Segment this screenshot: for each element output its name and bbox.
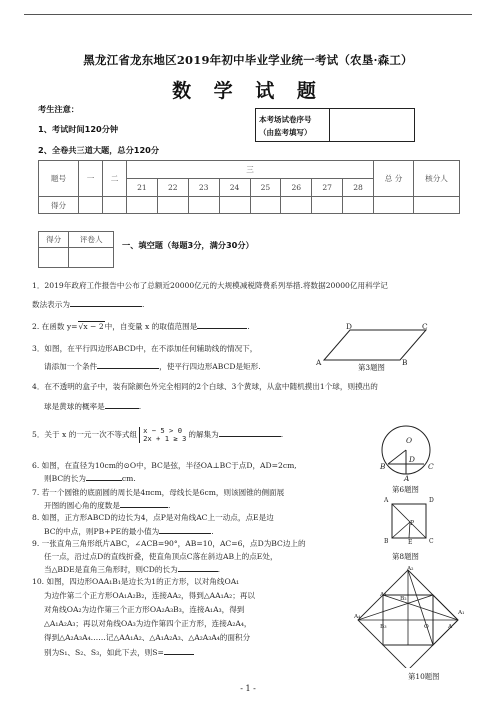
fig10-label-a2: A₂ (407, 566, 414, 572)
question-10-line-6: 别为S₁、S₂、S₃，如此下去，则S= (44, 646, 194, 658)
score-header-cell: 21 (127, 179, 158, 197)
score-cell[interactable] (343, 197, 374, 214)
fig10-label-o: O (424, 624, 429, 630)
fig10-label-b3: B₃ (380, 624, 387, 630)
answer-blank-3[interactable] (97, 360, 159, 369)
score-table (38, 160, 460, 214)
score-header-cell: 二 (103, 161, 127, 197)
notes-item-1: 1、考试时间120分钟 (38, 124, 119, 134)
answer-blank-2[interactable] (197, 320, 247, 329)
question-1-line-2: 数法表示为 . (32, 300, 145, 309)
question-9-line-3: 当△BDE是直角三角形时，则CD的长为 . (44, 565, 221, 574)
score-row-label: 得分 (39, 197, 79, 214)
question-3-line-2: 请添加一个条件 ，使平行四边形ABCD是矩形. (44, 362, 261, 371)
score-header-cell: 24 (219, 179, 250, 197)
question-10-line-5: 得到△A₂A₃A₄……记△AA₁A₂、△A₁A₂A₃、△A₂A₃A₄的面积分 (44, 633, 251, 642)
score-header-cell: 27 (312, 179, 343, 197)
fig10-label-a3: A₃ (380, 592, 387, 598)
fig3-label-d: D (346, 322, 352, 331)
question-1-line-1: 1．2019年政府工作报告中公布了总额近20000亿元的大规模减税降费系列举措.将数据20000亿用科学记 (32, 281, 388, 290)
score-header-cell: 题号 (39, 161, 79, 197)
page-number: - 1 - (240, 684, 256, 693)
score-cell[interactable] (374, 197, 414, 214)
score-header-cell: 一 (79, 161, 103, 197)
score-cell[interactable] (414, 197, 460, 214)
question-5: 5．关于 x 的一元一次不等式组 x − 5 > 0 2x + 1 ≥ 3 的解集为 . (32, 426, 284, 443)
grader-score-cell[interactable] (39, 248, 69, 268)
seat-number-field[interactable] (330, 109, 414, 141)
score-header-cell: 22 (157, 179, 188, 197)
grader-header-score: 得分 (39, 232, 69, 248)
answer-blank-10[interactable] (164, 646, 194, 655)
section-three-header: 三 (127, 161, 374, 179)
fig6-label-d: D (409, 455, 415, 464)
question-10-line-1: 10. 如图，四边形OAA₁B₁是边长为1的正方形，以对角线OA₁ (32, 577, 240, 586)
question-10-line-4: △A₁A₂A₃；再以对角线OA₃为边作第四个正方形，连接A₂A₄， (44, 619, 252, 628)
notes-heading: 考生注意： (38, 104, 79, 114)
score-header-cell: 核分人 (414, 161, 460, 197)
top-rule (24, 14, 472, 15)
question-8-line-1: 8. 如图，正方形ABCD的边长为4，点P是对角线AC上一动点，点E是边 (32, 513, 274, 522)
exam-title: 黑龙江省龙东地区2019年初中毕业学业统一考试（农垦·森工） (83, 53, 413, 67)
score-header-cell: 26 (281, 179, 312, 197)
grader-header-grader: 评卷人 (69, 232, 114, 248)
score-header-cell: 25 (250, 179, 281, 197)
answer-blank-4[interactable] (105, 400, 139, 409)
fig6-label-o: O (406, 436, 413, 445)
score-cell[interactable] (281, 197, 312, 214)
answer-blank-5[interactable] (219, 428, 281, 437)
section-1-title: 一、填空题（每题3分，满分30分） (122, 240, 254, 250)
score-cell[interactable] (250, 197, 281, 214)
score-header-cell: 28 (343, 179, 374, 197)
score-cell[interactable] (157, 197, 188, 214)
question-8-line-2: BC的中点，则PB+PE的最小值为 . (44, 527, 214, 536)
answer-blank-8[interactable] (159, 525, 211, 534)
fig10-label-a4: A₄ (354, 614, 361, 620)
fig8-caption: 第8题图 (392, 552, 419, 561)
question-9-line-1: 9. 一张直角三角形纸片ABC，∠ACB=90°，AB=10，AC=6，点D为BC边上的 (32, 539, 306, 548)
fig10-label-a1: A₁ (458, 610, 465, 616)
score-cell[interactable] (79, 197, 103, 214)
question-2: 2. 在函数 y=√x − 2中，自变量 x 的取值范围是 . (32, 322, 250, 331)
question-4-line-2: 球是黄球的概率是 . (44, 402, 142, 411)
seat-number-box (255, 108, 415, 142)
subject-title: 数 学 试 题 (172, 80, 324, 102)
score-cell[interactable] (188, 197, 219, 214)
fig3-label-a: A (316, 358, 322, 367)
score-cell[interactable] (103, 197, 127, 214)
score-header-cell: 总 分 (374, 161, 414, 197)
fig8-label-p: P (410, 520, 415, 527)
fig10-label-b2: B₂ (400, 596, 407, 602)
inequality-system: x − 5 > 0 2x + 1 ≥ 3 (139, 427, 186, 443)
question-10-line-2: 为边作第二个正方形OA₁A₂B₂，连接AA₂，得到△AA₁A₂；再以 (44, 591, 255, 600)
question-6-line-2: 则BC的长为 cm. (44, 474, 136, 483)
answer-blank-7[interactable] (120, 499, 168, 508)
fig8-label-e: E (408, 539, 413, 546)
fig8-label-b: B (384, 538, 389, 545)
question-3-line-1: 3．如图，在平行四边形ABCD中，在不添加任何辅助线的情况下， (32, 344, 258, 353)
fig6-label-b: B (380, 462, 386, 471)
notes-item-2: 2、全卷共三道大题，总分120分 (38, 145, 160, 155)
fig8-label-d: D (429, 497, 434, 504)
grader-table (38, 231, 114, 268)
grader-name-cell[interactable] (69, 248, 114, 268)
question-6-line-1: 6. 如图，在直径为10cm的⊙O中，BC是弦，半径OA⊥BC于点D，AD=2cm, (32, 461, 297, 470)
fig3-label-b: B (402, 358, 408, 367)
question-7-line-2: 开图的圆心角的度数是 . (44, 501, 171, 510)
question-7-line-1: 7. 若一个圆锥的底面圆的周长是4πcm，母线长是6cm，则该圆锥的侧面展 (32, 488, 285, 497)
fig3-label-c: C (422, 322, 428, 331)
fig6-caption: 第6题图 (392, 485, 419, 494)
answer-blank-6[interactable] (86, 472, 122, 481)
seat-number-label: 本考场试卷序号 （由监考填写） (256, 109, 330, 141)
score-cell[interactable] (219, 197, 250, 214)
answer-blank-9[interactable] (178, 563, 218, 572)
figure-10-squares (352, 568, 472, 668)
fig3-caption: 第3题图 (358, 363, 385, 372)
fig8-label-a: A (384, 497, 389, 504)
score-cell[interactable] (312, 197, 343, 214)
fig10-label-a: A (448, 624, 453, 630)
question-9-line-2: 任一点，沿过点D的直线折叠，使直角顶点C落在斜边AB上的点E处， (44, 552, 278, 561)
fig6-label-c: C (428, 462, 434, 471)
question-10-line-3: 对角线OA₂为边作第三个正方形OA₂A₃B₃，连接A₁A₃，得到 (44, 605, 245, 614)
answer-blank-1[interactable] (70, 298, 142, 307)
fig6-label-a: A (404, 474, 410, 483)
score-cell[interactable] (127, 197, 158, 214)
fig8-label-c: C (429, 538, 434, 545)
fig10-caption: 第10题图 (408, 672, 440, 681)
score-header-cell: 23 (188, 179, 219, 197)
question-4-line-1: 4．在不透明的盒子中，装有除颜色外完全相同的2个白球、3个黄球，从盒中随机摸出1个球，则摸出的 (32, 382, 378, 391)
